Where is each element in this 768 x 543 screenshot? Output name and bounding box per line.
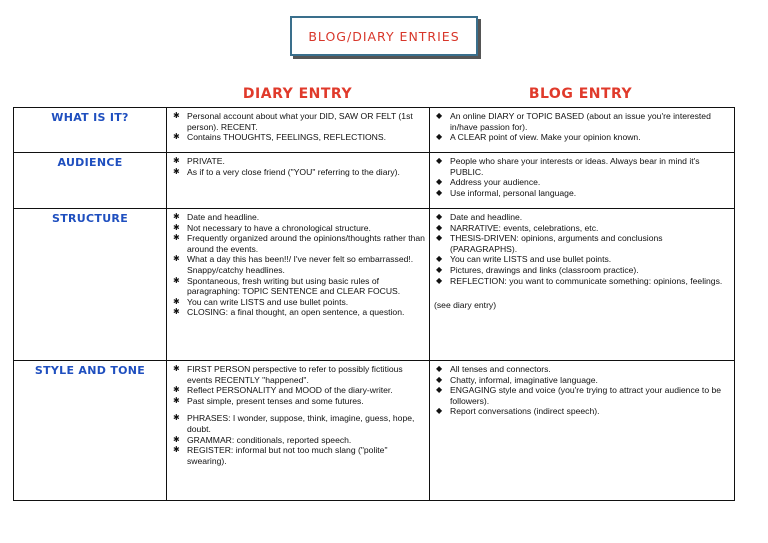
diamond-icon: ◆ bbox=[436, 156, 443, 165]
table-row-structure bbox=[14, 209, 735, 361]
list-item: ◆ People who share your interests or ideas. Always bear in mind it's PUBLIC. bbox=[436, 156, 700, 177]
list-item: ◆ Address your audience. bbox=[436, 177, 541, 188]
list-item: ◆ Use informal, personal language. bbox=[436, 187, 577, 198]
diamond-icon: ◆ bbox=[436, 212, 443, 221]
list-item: ✱ Past simple, present tenses and some futures. bbox=[173, 395, 364, 406]
list-item: ✱ Spontaneous, fresh writing but using basic rules of paragraphing: TOPIC SENTENCE and CLEAR FOCUS. bbox=[173, 275, 401, 297]
list-item: ◆ All tenses and connectors. bbox=[436, 364, 551, 374]
list-item: ✱ REGISTER: informal but not too much slang ("polite" swearing). bbox=[173, 445, 388, 466]
asterisk-icon: ✱ bbox=[173, 111, 180, 120]
list-item: ✱ PRIVATE. bbox=[173, 156, 225, 166]
list-item: ◆ You can write LISTS and use bullet points. bbox=[436, 254, 612, 265]
asterisk-icon: ✱ bbox=[173, 434, 180, 444]
diamond-icon: ◆ bbox=[436, 233, 443, 243]
table-row-audience bbox=[14, 153, 735, 209]
list-item: ✱ Frequently organized around the opinions/thoughts rather than around the events. bbox=[173, 233, 425, 254]
asterisk-icon: ✱ bbox=[173, 212, 180, 221]
row-label-audience: AUDIENCE bbox=[14, 153, 167, 209]
list-item: ✱ GRAMMAR: conditionals, reported speech. bbox=[173, 434, 352, 445]
list-item: ✱ Personal account about what your DID, SAW OR FELT (1st person). RECENT. bbox=[173, 111, 413, 132]
list-item: ✱ PHRASES: I wonder, suppose, think, imagine, guess, hope, doubt. bbox=[173, 413, 415, 434]
list-item: ◆ An online DIARY or TOPIC BASED (about an issue you're interested in/have passion for). bbox=[436, 111, 711, 132]
asterisk-icon: ✱ bbox=[173, 254, 180, 264]
asterisk-icon: ✱ bbox=[173, 296, 180, 306]
diamond-icon: ◆ bbox=[436, 254, 443, 264]
diary-cell-audience bbox=[167, 153, 430, 209]
diamond-icon: ◆ bbox=[436, 364, 443, 373]
list-item: ✱ Date and headline. bbox=[173, 212, 260, 222]
diary-entry-heading: DIARY ENTRY bbox=[242, 86, 353, 102]
asterisk-icon: ✱ bbox=[173, 222, 180, 232]
diamond-icon: ◆ bbox=[436, 132, 443, 142]
asterisk-icon: ✱ bbox=[173, 233, 180, 243]
diamond-icon: ◆ bbox=[436, 177, 443, 187]
diamond-icon: ◆ bbox=[436, 264, 443, 274]
list-item: ◆ NARRATIVE: events, celebrations, etc. bbox=[436, 222, 599, 233]
list-item: ◆ Pictures, drawings and links (classroom practice). bbox=[436, 264, 639, 275]
asterisk-icon: ✱ bbox=[173, 385, 180, 395]
asterisk-icon: ✱ bbox=[173, 395, 180, 405]
blog-cell-audience bbox=[430, 153, 735, 209]
table-row-style-and-tone bbox=[14, 361, 735, 501]
asterisk-icon: ✱ bbox=[173, 156, 180, 165]
row-label-style-and-tone: STYLE AND TONE bbox=[14, 361, 167, 501]
list-item: ◆ ENGAGING style and voice (you're trying to attract your audience to be followers). bbox=[436, 385, 722, 406]
list-item: ◆ Report conversations (indirect speech). bbox=[436, 406, 600, 417]
asterisk-icon: ✱ bbox=[173, 445, 180, 455]
asterisk-icon: ✱ bbox=[173, 275, 180, 285]
diamond-icon: ◆ bbox=[436, 275, 443, 285]
list-item: ◆ Chatty, informal, imaginative language. bbox=[436, 374, 598, 385]
list-item: ✱ Not necessary to have a chronological structure. bbox=[173, 222, 371, 233]
list-item: ✱ CLOSING: a final thought, an open sentence, a question. bbox=[173, 307, 405, 318]
diary-cell-what-is-it bbox=[167, 108, 430, 153]
page-title: BLOG/DIARY ENTRIES bbox=[290, 16, 478, 56]
list-item: ✱ Reflect PERSONALITY and MOOD of the diary-writer. bbox=[173, 385, 393, 396]
asterisk-icon: ✱ bbox=[173, 166, 180, 176]
diamond-icon: ◆ bbox=[436, 406, 443, 416]
table-row-what-is-it bbox=[14, 108, 735, 153]
list-item: ◆ THESIS-DRIVEN: opinions, arguments and conclusions (PARAGRAPHS). bbox=[436, 233, 663, 254]
blog-cell-what-is-it bbox=[430, 108, 735, 153]
diamond-icon: ◆ bbox=[436, 187, 443, 197]
diamond-icon: ◆ bbox=[436, 374, 443, 384]
blog-cell-style-and-tone bbox=[430, 361, 735, 501]
list-item: ◆ Date and headline. bbox=[436, 212, 523, 222]
asterisk-icon: ✱ bbox=[173, 413, 180, 423]
row-label-structure: STRUCTURE bbox=[14, 209, 167, 361]
comparison-table bbox=[13, 107, 735, 501]
diamond-icon: ◆ bbox=[436, 111, 443, 120]
row-label-what-is-it: WHAT IS IT? bbox=[14, 108, 167, 153]
asterisk-icon: ✱ bbox=[173, 132, 180, 142]
asterisk-icon: ✱ bbox=[173, 364, 180, 373]
asterisk-icon: ✱ bbox=[173, 307, 180, 317]
list-item: ✱ Contains THOUGHTS, FEELINGS, REFLECTIONS. bbox=[173, 132, 386, 143]
list-item: ◆ A CLEAR point of view. Make your opinion known. bbox=[436, 132, 641, 143]
see-diary-note: (see diary entry) bbox=[434, 300, 497, 311]
list-item: ✱ What a day this has been!!/ I've never felt so embarrassed!. Snappy/catchy headlines. bbox=[173, 254, 414, 275]
list-item: ✱ As if to a very close friend ("YOU" referring to the diary). bbox=[173, 166, 400, 177]
list-item: ◆ REFLECTION: you want to communicate something: opinions, feelings. bbox=[436, 275, 723, 286]
diamond-icon: ◆ bbox=[436, 222, 443, 232]
blog-cell-structure bbox=[430, 209, 735, 361]
list-item: ✱ FIRST PERSON perspective to refer to possibly fictitious events RECENTLY "happened". bbox=[173, 364, 403, 385]
diary-cell-structure bbox=[167, 209, 430, 361]
list-item: ✱ You can write LISTS and use bullet points. bbox=[173, 296, 349, 307]
blog-entry-heading: BLOG ENTRY bbox=[528, 86, 633, 102]
diamond-icon: ◆ bbox=[436, 385, 443, 395]
diary-cell-style-and-tone bbox=[167, 361, 430, 501]
